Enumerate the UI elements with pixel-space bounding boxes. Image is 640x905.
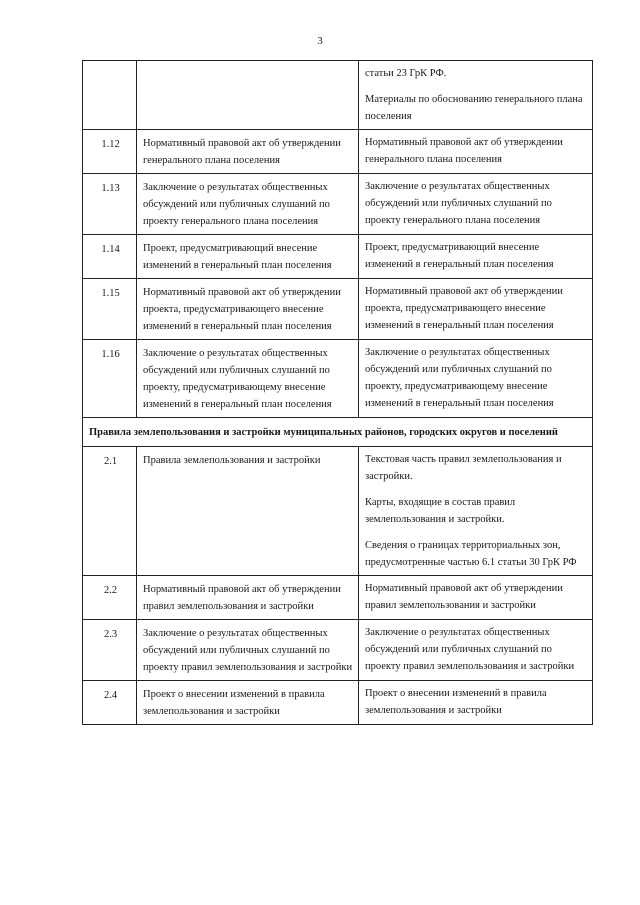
row-number-cell: 2.3 [83, 620, 137, 681]
section-header-row [83, 418, 593, 447]
document-name-cell: Нормативный правовой акт об утверждении правил землепользования и застройки [137, 576, 359, 620]
materials-cell [359, 130, 593, 174]
table-row [83, 279, 593, 340]
materials-cell [359, 620, 593, 681]
row-number-cell: 2.2 [83, 576, 137, 620]
document-name-cell: Проект о внесении изменений в правила землепользования и застройки [137, 681, 359, 725]
materials-cell [359, 279, 593, 340]
materials-cell [359, 340, 593, 418]
table-row [83, 447, 593, 576]
page-number: 3 [317, 35, 323, 47]
materials-paragraph: Заключение о результатах общественных обсуждений или публичных слушаний по проекту, предусматривающему внесение изменений в генеральный план поселения [365, 347, 554, 409]
table-row [83, 235, 593, 279]
materials-cell [359, 576, 593, 620]
materials-cell [359, 447, 593, 576]
materials-paragraph: Проект о внесении изменений в правила землепользования и застройки [365, 688, 547, 716]
document-name-cell: Заключение о результатах общественных обсуждений или публичных слушаний по проекту генерального плана поселения [137, 174, 359, 235]
table-row [83, 340, 593, 418]
document-name-cell: Нормативный правовой акт об утверждении проекта, предусматривающего внесение изменений в генеральный план поселения [137, 279, 359, 340]
table-row [83, 174, 593, 235]
materials-paragraph: Нормативный правовой акт об утверждении правил землепользования и застройки [365, 583, 563, 611]
materials-paragraph: Материалы по обоснованию генерального плана поселения [365, 94, 583, 122]
row-number-cell: 2.4 [83, 681, 137, 725]
materials-paragraph: Сведения о границах территориальных зон, предусмотренные частью 6.1 статьи 30 ГрК РФ [365, 540, 577, 568]
materials-paragraph: Проект, предусматривающий внесение изменений в генеральный план поселения [365, 242, 554, 270]
materials-paragraph: Карты, входящие в состав правил землепользования и застройки. [365, 497, 516, 525]
documents-table [82, 60, 593, 725]
materials-cell [359, 681, 593, 725]
materials-paragraph: статьи 23 ГрК РФ. [365, 68, 447, 79]
table-row [83, 61, 593, 130]
documents-table-body [83, 61, 593, 725]
document-name-cell: Заключение о результатах общественных обсуждений или публичных слушаний по проекту правил землепользования и застройки [137, 620, 359, 681]
row-number-cell: 1.14 [83, 235, 137, 279]
document-name-cell: Проект, предусматривающий внесение изменений в генеральный план поселения [137, 235, 359, 279]
row-number-cell [83, 61, 137, 130]
table-row [83, 620, 593, 681]
row-number-cell: 1.13 [83, 174, 137, 235]
document-name-cell: Заключение о результатах общественных обсуждений или публичных слушаний по проекту, предусматривающему внесение изменений в генеральный план поселения [137, 340, 359, 418]
materials-paragraph: Нормативный правовой акт об утверждении проекта, предусматривающего внесение изменений в генеральный план поселения [365, 286, 563, 331]
materials-cell [359, 61, 593, 130]
document-name-cell: Нормативный правовой акт об утверждении генерального плана поселения [137, 130, 359, 174]
document-name-cell: Правила землепользования и застройки [137, 447, 359, 576]
table-row [83, 681, 593, 725]
materials-paragraph: Нормативный правовой акт об утверждении генерального плана поселения [365, 137, 563, 165]
section-title: Правила землепользования и застройки муниципальных районов, городских округов и поселений [83, 418, 593, 447]
table-row [83, 576, 593, 620]
row-number-cell: 1.16 [83, 340, 137, 418]
table-row [83, 130, 593, 174]
row-number-cell: 2.1 [83, 447, 137, 576]
document-name-cell [137, 61, 359, 130]
materials-cell [359, 174, 593, 235]
materials-paragraph: Заключение о результатах общественных обсуждений или публичных слушаний по проекту генерального плана поселения [365, 181, 552, 226]
row-number-cell: 1.15 [83, 279, 137, 340]
materials-paragraph: Заключение о результатах общественных обсуждений или публичных слушаний по проекту правил землепользования и застройки [365, 627, 575, 672]
row-number-cell: 1.12 [83, 130, 137, 174]
materials-paragraph: Текстовая часть правил землепользования и застройки. [365, 454, 562, 482]
materials-cell [359, 235, 593, 279]
